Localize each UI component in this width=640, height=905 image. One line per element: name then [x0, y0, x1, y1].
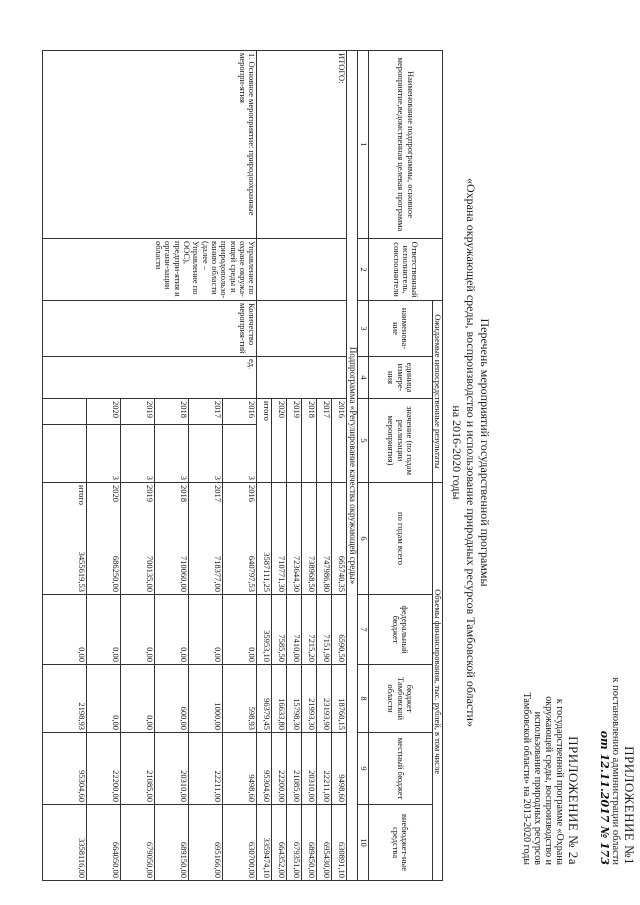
header-regional-budget: бюджет Тамбовской области: [368, 665, 432, 733]
header-by-years: по годам всего: [368, 483, 432, 595]
regional-amount: 598,93: [223, 665, 257, 733]
header-local-budget: местный бюджет: [368, 733, 432, 805]
appendix-1-title: ПРИЛОЖЕНИЕ №1: [622, 746, 637, 865]
total-year: 2018: [302, 399, 317, 483]
offbudget-amount: 695166,00: [189, 805, 223, 881]
result-value: 3: [121, 425, 155, 483]
column-number: 7: [358, 595, 368, 665]
finance-year-label: 2020: [111, 485, 122, 503]
regional-amount: 96379,45: [257, 665, 272, 733]
result-value: 3: [223, 425, 257, 483]
appendix-1-block: [597, 677, 636, 865]
column-number: 6: [358, 483, 368, 595]
local-amount: 22200,00: [272, 733, 287, 805]
federal-amount: 7215,20: [302, 595, 317, 665]
result-year: 2020: [87, 399, 121, 425]
appendix-2a-title: ПРИЛОЖЕНИЕ № 2а: [566, 736, 581, 865]
total-amount: 718377,00: [213, 555, 224, 593]
local-amount: 21085,00: [287, 733, 302, 805]
header-finance-group: Объемы финансирования, тыс. рублей, в том числе: [432, 483, 442, 881]
regional-amount: 0,00: [87, 665, 121, 733]
column-number: 1: [358, 51, 368, 239]
header-executor-column: Ответственный исполнитель, соисполнители: [368, 239, 442, 301]
column-number: 9: [358, 733, 368, 805]
finance-year-label: 2018: [179, 485, 190, 503]
result-value: 3: [189, 425, 223, 483]
federal-amount: 0,00: [189, 595, 223, 665]
total-amount: 723644,30: [287, 483, 302, 595]
total-amount: 747986,80: [317, 483, 332, 595]
regional-amount: 16633,80: [272, 665, 287, 733]
measure-name: 1. Основное мероприятие: природоохранные меропри-ятия: [43, 51, 257, 239]
offbudget-amount: 3359474,10: [257, 805, 272, 881]
local-amount: 9498,60: [332, 733, 347, 805]
total-amount: 640797,53: [247, 555, 258, 593]
local-amount: 20310,00: [302, 733, 317, 805]
total-indicator-cell: [257, 301, 347, 357]
offbudget-amount: 695430,00: [317, 805, 332, 881]
local-amount: 21085,00: [121, 733, 155, 805]
federal-amount: 0,00: [121, 595, 155, 665]
federal-amount: 0,00: [87, 595, 121, 665]
local-amount: 22211,00: [189, 733, 223, 805]
total-executor-cell: [257, 239, 347, 301]
offbudget-amount: 679050,00: [121, 805, 155, 881]
column-number: 2: [358, 239, 368, 301]
finance-year: [189, 483, 223, 595]
offbudget-amount: 689150,00: [155, 805, 189, 881]
offbudget-amount: 664352,00: [272, 805, 287, 881]
offbudget-amount: 630700,00: [223, 805, 257, 881]
local-amount: 22200,00: [87, 733, 121, 805]
finance-year: [87, 483, 121, 595]
federal-amount: 0,00: [223, 595, 257, 665]
column-number: 8: [358, 665, 368, 733]
heading-line: на 2016-2020 годы: [449, 405, 464, 500]
federal-amount: 7151,90: [317, 595, 332, 665]
regional-amount: 1000,00: [189, 665, 223, 733]
regional-amount: 0,00: [121, 665, 155, 733]
finance-year-label: 2019: [145, 485, 156, 503]
regional-amount: 18760,15: [332, 665, 347, 733]
result-value: 3: [155, 425, 189, 483]
finance-year: [43, 483, 87, 595]
appendix-2a-line: Тамбовской области» на 2013-2020 годы: [520, 692, 532, 865]
total-year: 2016: [332, 399, 347, 483]
federal-amount: 0,00: [43, 595, 87, 665]
header-result-name: наименова-ние: [368, 301, 432, 357]
regional-amount: 21993,30: [302, 665, 317, 733]
column-number: 5: [358, 399, 368, 483]
appendix-2a-line: к государственной программе «Охрана: [554, 698, 566, 865]
result-year: [43, 399, 87, 425]
total-year: 2019: [287, 399, 302, 483]
offbudget-amount: 689450,00: [302, 805, 317, 881]
header-name-column: Наименование подпрограммы, основное мероприятие,ведомственная целевая программа: [368, 51, 442, 239]
local-amount: 22211,00: [317, 733, 332, 805]
offbudget-amount: 679351,00: [287, 805, 302, 881]
header-result-unit: единица измере-ния: [368, 357, 432, 399]
result-value: [43, 425, 87, 483]
result-year: 2019: [121, 399, 155, 425]
finance-year: [223, 483, 257, 595]
measure-unit: ед.: [43, 357, 257, 399]
offbudget-amount: 3358116,00: [43, 805, 87, 881]
total-amount: 710060,00: [179, 555, 190, 593]
header-results-group: Ожидаемые непосредственные результаты: [432, 301, 442, 483]
result-year: 2016: [223, 399, 257, 425]
column-number: 4: [358, 357, 368, 399]
total-year: итого: [257, 399, 272, 483]
measure-executor: Управление по охране окружа-ющей среды и природопользо-ванию области (далее – Управление по ООС), предпри-ятия и органи-зации области: [43, 239, 257, 301]
handwritten-date-number: от 12.11.2017 № 173: [597, 730, 611, 865]
column-number: 10: [358, 805, 368, 881]
finance-year-label: 2017: [213, 485, 224, 503]
regional-amount: 15798,30: [287, 665, 302, 733]
total-amount: 700135,00: [145, 555, 156, 593]
appendix-2a-line: окружающей среды, воспроизводство и: [543, 696, 555, 865]
local-amount: 9498,60: [223, 733, 257, 805]
total-amount: 3455619,53: [77, 551, 88, 593]
offbudget-amount: 664050,00: [87, 805, 121, 881]
local-amount: 20310,00: [155, 733, 189, 805]
header-offbudget: внебюджет-ные средства: [368, 805, 432, 881]
finance-year-label: 2016: [247, 485, 258, 503]
appendix-2a-line: использование природных ресурсов: [532, 711, 544, 865]
total-year: 2020: [272, 399, 287, 483]
federal-amount: 35953,10: [257, 595, 272, 665]
appendix-1-caption: к постановлению администрации области: [610, 677, 622, 865]
total-year: 2017: [317, 399, 332, 483]
federal-amount: 7585,50: [272, 595, 287, 665]
header-result-value: значение (по годам реализации мероприятия): [368, 399, 432, 483]
regional-amount: 23193,90: [317, 665, 332, 733]
measure-indicator: Количество мероприя-тий: [43, 301, 257, 357]
regional-amount: 2198,93: [43, 665, 87, 733]
result-year: 2017: [189, 399, 223, 425]
total-amount: 665740,35: [332, 483, 347, 595]
federal-amount: 0,00: [155, 595, 189, 665]
local-amount: 95304,60: [257, 733, 272, 805]
regional-amount: 600,00: [155, 665, 189, 733]
total-amount: 686250,00: [111, 555, 122, 593]
heading-line: Перечень мероприятий государственной программы: [478, 318, 492, 587]
total-label: ИТОГО:: [257, 51, 347, 239]
document-heading: [450, 0, 492, 905]
result-value: 3: [87, 425, 121, 483]
appendix-2a-block: [521, 693, 580, 865]
measures-table: [42, 50, 443, 881]
finance-year: [155, 483, 189, 595]
total-unit-cell: [257, 357, 347, 399]
total-amount: 710771,30: [272, 483, 287, 595]
finance-year-label: итого: [77, 485, 88, 505]
offbudget-amount: 630891,10: [332, 805, 347, 881]
header-federal-budget: федеральный бюджет: [368, 595, 432, 665]
heading-line: «Охрана окружающей среды, воспроизводство и использование природных ресурсов Тамбовской области»: [463, 178, 478, 727]
finance-year: [121, 483, 155, 595]
total-amount: 3587111,25: [257, 483, 272, 595]
result-year: 2018: [155, 399, 189, 425]
column-number: 3: [358, 301, 368, 357]
subprogram-title: Подпрограмма «Регулирование качества окружающей среды»: [347, 51, 358, 881]
federal-amount: 7410,00: [287, 595, 302, 665]
local-amount: 95304,60: [43, 733, 87, 805]
federal-amount: 6590,50: [332, 595, 347, 665]
total-amount: 738968,50: [302, 483, 317, 595]
